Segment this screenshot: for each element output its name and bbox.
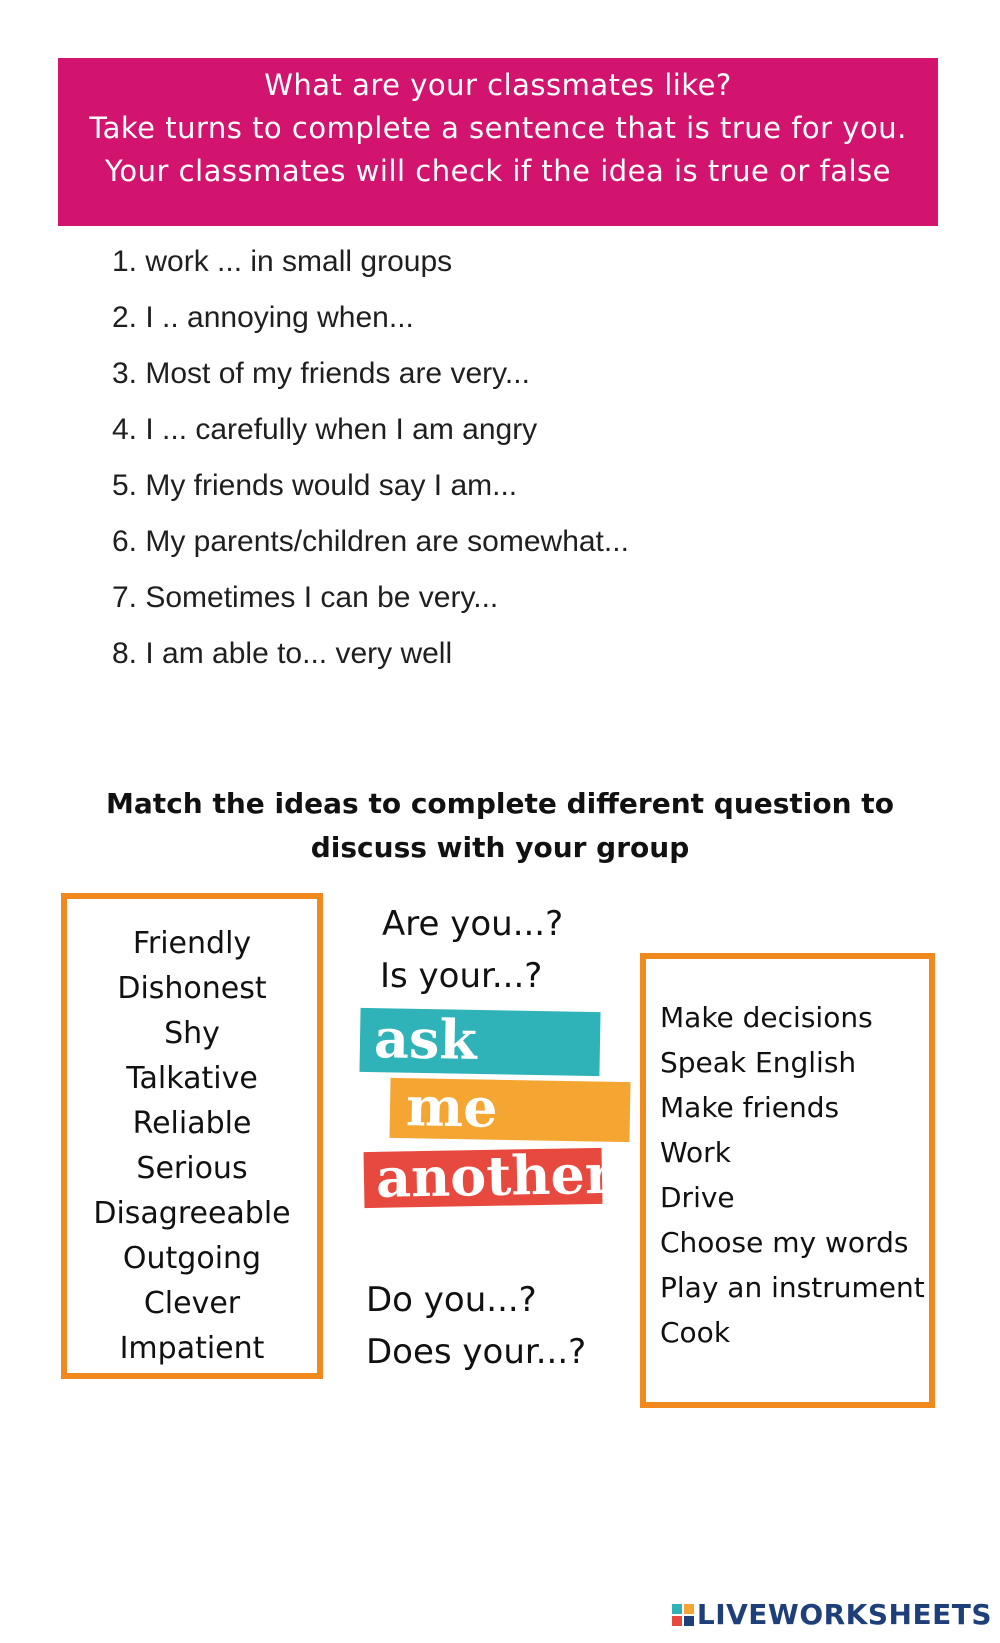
- activity-item: Cook: [660, 1316, 731, 1349]
- match-instruction: [60, 782, 940, 870]
- adjective-item: Outgoing: [122, 1241, 262, 1276]
- activity-item: Choose my words: [660, 1226, 909, 1259]
- adjective-item: Talkative: [126, 1061, 258, 1096]
- liveworksheets-logo-icon: [672, 1604, 694, 1626]
- sentence-item: 4. I ... carefully when I am angry: [112, 413, 538, 446]
- banner-line-1: What are your classmates like?: [264, 68, 732, 102]
- sentence-list: [112, 234, 629, 682]
- instruction-line-2: discuss with your group: [310, 831, 690, 864]
- activity-box: [640, 953, 935, 1408]
- sentence-item: 8. I am able to... very well: [112, 637, 453, 670]
- adjective-item: Reliable: [132, 1106, 252, 1141]
- logo-word-another: another: [375, 1141, 614, 1210]
- banner-line-2: Take turns to complete a sentence that is true for you.: [89, 111, 907, 145]
- instruction-line-1: Match the ideas to complete different question to: [106, 787, 894, 820]
- sentence-item: 1. work ... in small groups: [112, 245, 453, 278]
- adjective-item: Clever: [143, 1286, 241, 1321]
- adjective-item: Friendly: [132, 926, 252, 961]
- adjective-item: Impatient: [119, 1331, 265, 1366]
- question-are-you: Are you...?: [382, 904, 564, 944]
- activity-item: Play an instrument: [660, 1271, 925, 1304]
- title-banner: [58, 58, 938, 226]
- logo-word-me: me: [405, 1074, 499, 1140]
- logo-word-ask: ask: [373, 1006, 478, 1072]
- activity-item: Make decisions: [660, 1001, 873, 1034]
- activity-item: Drive: [660, 1181, 735, 1214]
- liveworksheets-watermark: [672, 1598, 992, 1631]
- sentence-item: 2. I .. annoying when...: [112, 301, 414, 334]
- question-does-your: Does your...?: [366, 1332, 587, 1372]
- adjective-item: Shy: [164, 1016, 220, 1051]
- adjective-item: Disagreeable: [93, 1196, 291, 1231]
- logo-bar-teal: [359, 1008, 600, 1076]
- adjective-item: Dishonest: [117, 971, 267, 1006]
- logo-bar-red: [364, 1141, 614, 1210]
- sentence-item: 7. Sometimes I can be very...: [112, 581, 499, 614]
- question-do-you: Do you...?: [366, 1280, 537, 1320]
- sentence-item: 6. My parents/children are somewhat...: [112, 525, 629, 558]
- activity-item: Speak English: [660, 1046, 857, 1079]
- sentence-item: 5. My friends would say I am...: [112, 469, 518, 502]
- adjective-item: Serious: [136, 1151, 248, 1186]
- activity-item: Make friends: [660, 1091, 840, 1124]
- logo-bar-orange: [389, 1074, 630, 1142]
- activity-item: Work: [660, 1136, 731, 1169]
- watermark-text: LIVEWORKSHEETS: [696, 1598, 992, 1631]
- question-is-your: Is your...?: [380, 956, 543, 996]
- adjective-box: [61, 893, 323, 1379]
- sentence-item: 3. Most of my friends are very...: [112, 357, 530, 390]
- banner-line-3: Your classmates will check if the idea is true or false: [105, 154, 891, 188]
